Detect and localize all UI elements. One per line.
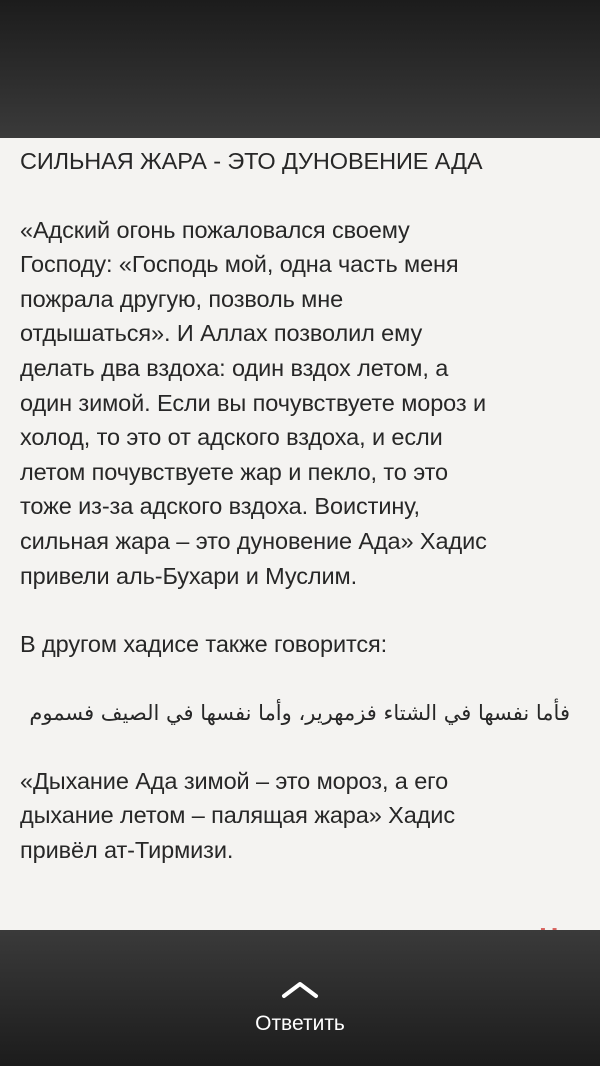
text-line: «Дыхание Ада зимой – это мороз, а его [20,767,449,794]
text-line: пожрала другую, позволь мне [20,285,344,312]
text-line: делать два вздоха: один вздох летом, а [20,354,449,381]
text-line: летом почувствуете жар и пекло, то это [20,458,448,485]
text-line: один зимой. Если вы почувствуете мороз и [20,389,487,416]
text-line: привёл ат-Тирмизи. [20,836,234,863]
reply-button[interactable] [200,968,400,1048]
text-line: дыхание летом – палящая жара» Хадис [20,802,455,829]
story-heading: СИЛЬНАЯ ЖАРА - ЭТО ДУНОВЕНИЕ АДА [20,148,483,174]
top-overlay [0,0,600,138]
text-line: тоже из-за адского вздоха. Воистину, [20,493,420,520]
text-line: сильная жара – это дуновение Ада» Хадис [20,527,487,554]
reply-label: Ответить [255,1012,345,1035]
text-line: Господу: «Господь мой, одна часть меня [20,251,459,278]
text-line: холод, то это от адского вздоха, и если [20,424,443,451]
arabic-quote: فأما نفسها في الشتاء فزمهرير، وأما نفسها في الصيف فسموم [29,700,570,725]
text-line: В другом хадисе также говорится: [20,631,388,658]
paragraph-intro-2 [20,627,580,662]
story-content [0,138,600,930]
text-line: отдышаться». И Аллах позволил ему [20,320,423,347]
paragraph-hadith-1 [20,213,580,594]
chevron-up-icon [280,978,320,1000]
text-line: «Адский огонь пожаловался своему [20,216,410,243]
paragraph-hadith-2 [20,764,580,868]
text-line: привели аль-Бухари и Муслим. [20,562,358,589]
